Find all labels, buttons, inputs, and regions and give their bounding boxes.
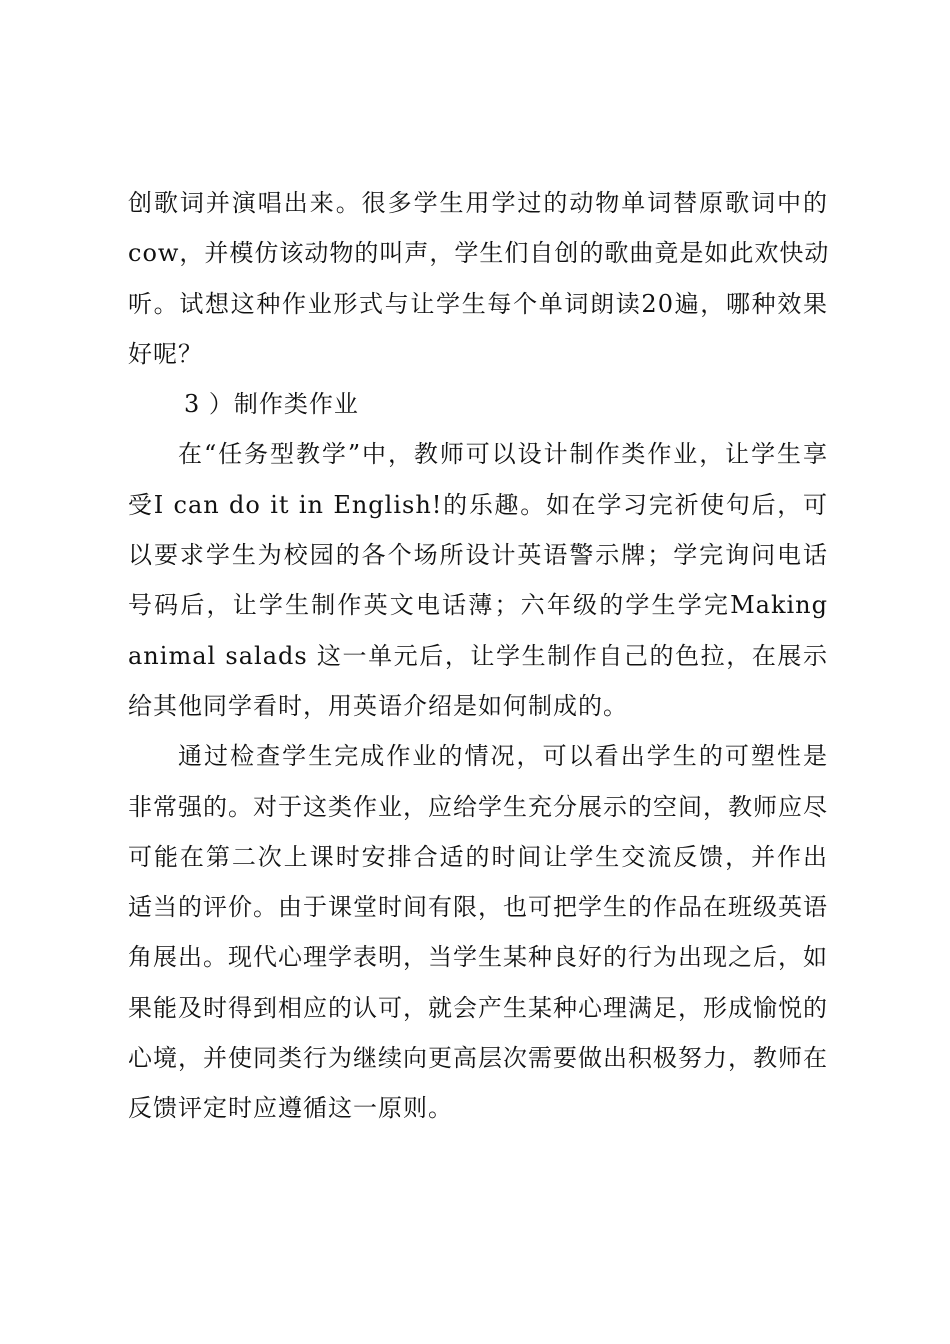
section-heading: 3 ）制作类作业 [184, 390, 359, 419]
text-line: 可能在第二次上课时安排合适的时间让学生交流反馈，并作出 [128, 842, 828, 871]
paragraph-end-line: 好呢？ [128, 339, 203, 368]
body-text [128, 178, 828, 1134]
paragraph-first-line: 在“任务型教学”中，教师可以设计制作类作业，让学生享 [178, 440, 828, 469]
text-line: cow，并模仿该动物的叫声，学生们自创的歌曲竟是如此欢快动 [128, 239, 830, 268]
text-line: 以要求学生为校园的各个场所设计英语警示牌；学完询问电话 [128, 541, 828, 570]
text-line: 角展出。现代心理学表明，当学生某种良好的行为出现之后，如 [128, 943, 828, 972]
paragraph-end-line: 反馈评定时应遵循这一原则。 [128, 1094, 453, 1123]
text-line: 创歌词并演唱出来。很多学生用学过的动物单词替原歌词中的 [128, 189, 828, 217]
text-line: 非常强的。对于这类作业，应给学生充分展示的空间，教师应尽 [128, 792, 828, 821]
paragraph-first-line: 通过检查学生完成作业的情况，可以看出学生的可塑性是 [178, 742, 828, 771]
text-line: 心境，并使同类行为继续向更高层次需要做出积极努力，教师在 [128, 1044, 828, 1073]
text-line: 适当的评价。由于课堂时间有限，也可把学生的作品在班级英语 [128, 893, 828, 922]
text-line: 果能及时得到相应的认可，就会产生某种心理满足，形成愉悦的 [128, 993, 828, 1022]
text-line: 号码后，让学生制作英文电话薄；六年级的学生学完Making [128, 591, 828, 620]
text-line: animal salads 这一单元后，让学生制作自己的色拉，在展示 [128, 641, 828, 670]
text-line: 受I can do it in English!的乐趣。如在学习完祈使句后，可 [128, 490, 828, 519]
paragraph-end-line: 给其他同学看时，用英语介绍是如何制成的。 [128, 691, 628, 720]
text-line: 听。试想这种作业形式与让学生每个单词朗读20遍，哪种效果 [128, 289, 828, 318]
